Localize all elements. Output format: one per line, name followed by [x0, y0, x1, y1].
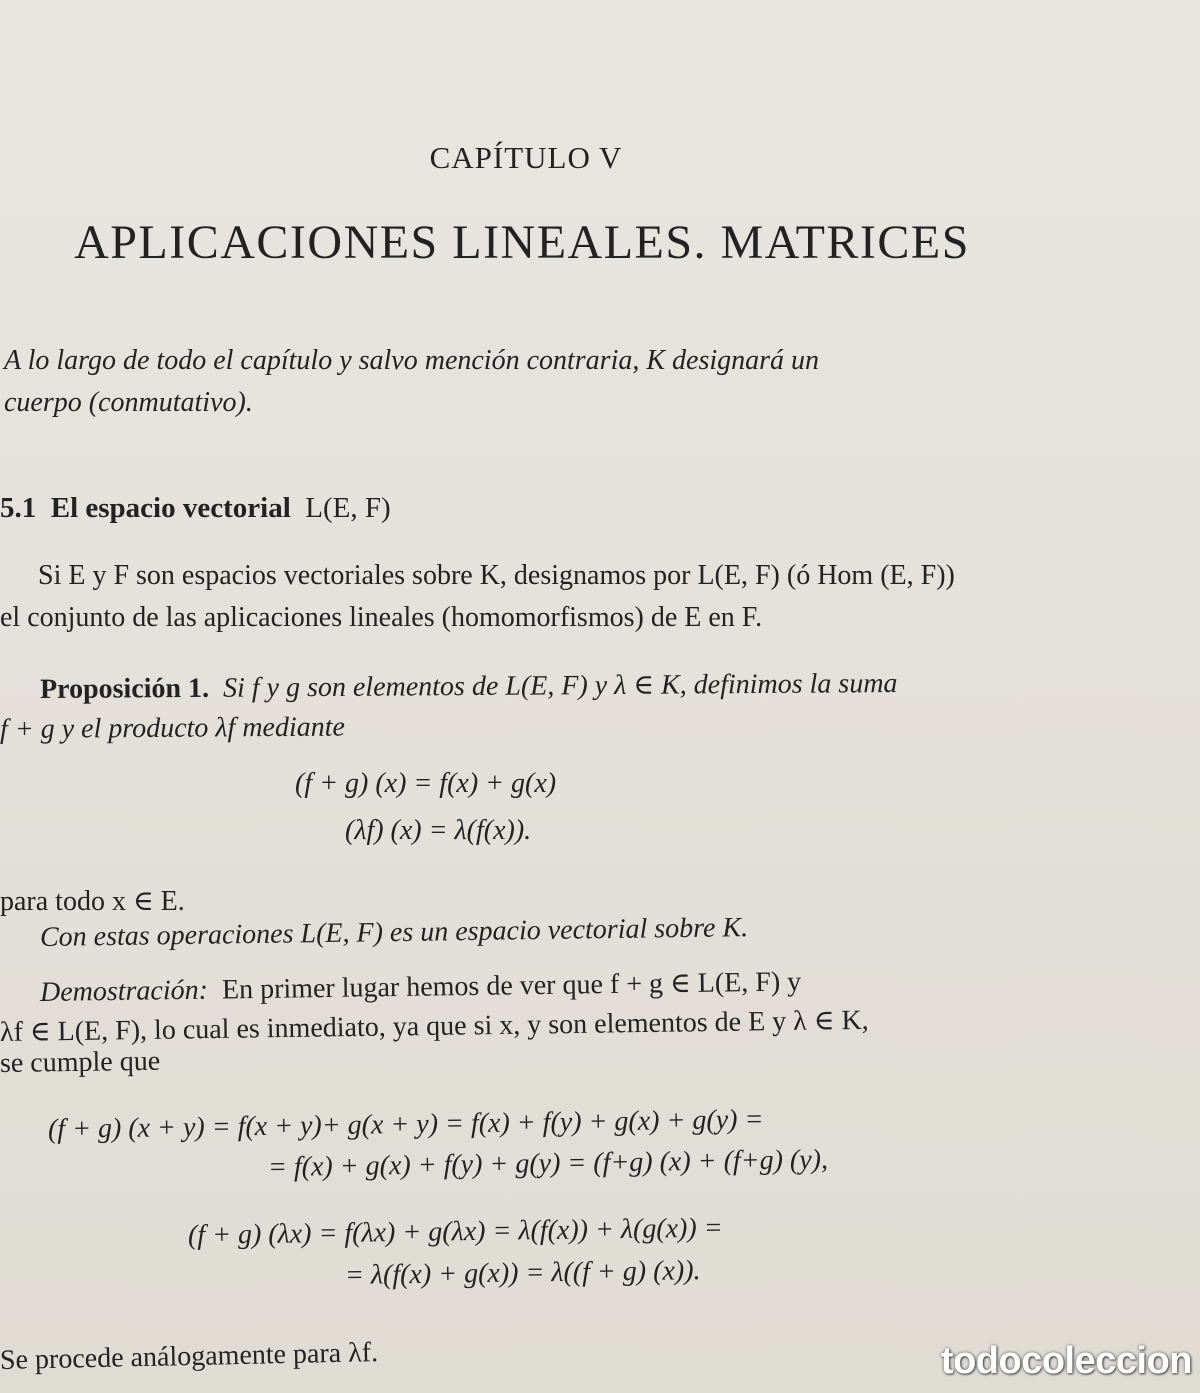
watermark-logo: todocoleccion — [940, 1340, 1192, 1382]
section-heading — [0, 492, 391, 525]
proof-closing: Se procede análogamente para λf. — [0, 1337, 379, 1376]
proof-label: Demostración: — [39, 974, 209, 1008]
proof-line-3: se cumple que — [0, 1045, 161, 1079]
chapter-title: APLICACIONES LINEALES. MATRICES — [74, 216, 970, 269]
proposition-statement: Si f y g son elementos de L(E, F) y λ ∈ K, definimos la suma — [222, 668, 898, 704]
intro-line-1: A lo largo de todo el capítulo y salvo mención contraria, K designará un — [4, 345, 820, 376]
section-number: 5.1 — [0, 492, 37, 524]
proposition-after-1: para todo x ∈ E. — [0, 886, 185, 917]
proposition-after-2: Con estas operaciones L(E, F) es un espacio vectorial sobre K. — [39, 912, 749, 953]
proposition-line-2: f + g y el producto λf mediante — [0, 711, 346, 745]
formula-sum: (f + g) (x) = f(x) + g(x) — [295, 768, 557, 799]
paragraph1-line-1: Si E y F son espacios vectoriales sobre K, designamos por L(E, F) (ó Hom (E, F)) — [38, 560, 955, 591]
section-title: El espacio vectorial — [50, 492, 291, 524]
proof-text-1: En primer lugar hemos de ver que f + g ∈ L(E, F) y — [221, 966, 802, 1006]
section-title-math: L(E, F) — [305, 492, 391, 524]
proof-line-1 — [40, 964, 802, 1009]
intro-line-2: cuerpo (conmutativo). — [4, 387, 253, 418]
equation-2a: (f + g) (λx) = f(λx) + g(λx) = λ(f(x)) + λ(g(x)) = — [187, 1212, 723, 1251]
chapter-label: CAPÍTULO V — [429, 140, 623, 175]
formula-product: (λf) (x) = λ(f(x)). — [345, 815, 532, 846]
proposition-line-1 — [40, 666, 898, 706]
paragraph1-line-2: el conjunto de las aplicaciones lineales (homomorfismos) de E en F. — [0, 602, 763, 633]
equation-1b: = f(x) + g(x) + f(y) + g(y) = (f+g) (x) + (f+g) (y), — [267, 1144, 829, 1183]
proof-line-2: λf ∈ L(E, F), lo cual es inmediato, ya que si x, y son elementos de E y λ ∈ K, — [0, 1004, 869, 1048]
proposition-label: Proposición 1. — [39, 672, 210, 705]
equation-1a: (f + g) (x + y) = f(x + y)+ g(x + y) = f(x) + f(y) + g(x) + g(y) = — [47, 1104, 764, 1145]
equation-2b: = λ(f(x) + g(x)) = λ((f + g) (x)). — [344, 1255, 701, 1291]
